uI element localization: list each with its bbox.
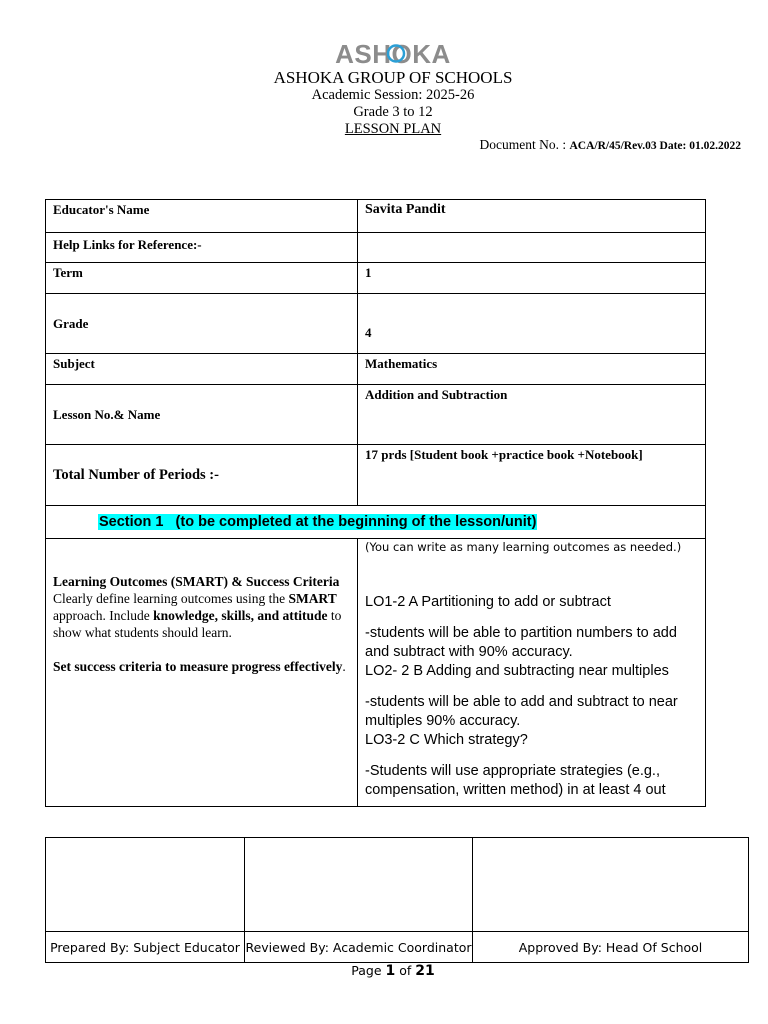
lo3-title: LO3-2 C Which strategy? <box>365 732 528 748</box>
lo1-description: -students will be able to partition numbers to add and subtract with 90% accuracy. <box>365 625 677 660</box>
learning-outcomes-description <box>46 539 357 675</box>
doc-no-label: Document No. : <box>479 137 570 152</box>
learning-outcomes-instructions <box>53 590 351 641</box>
row-value-help-links <box>358 233 705 235</box>
signature-box-reviewed <box>245 838 473 932</box>
row-label-educator: Educator's Name <box>53 202 150 217</box>
success-criteria-end: . <box>342 659 346 674</box>
document-number <box>479 137 741 153</box>
learning-outcomes-heading: Learning Outcomes (SMART) & Success Criteria <box>53 574 340 589</box>
row-label-total-periods: Total Number of Periods :- <box>53 466 219 483</box>
lo-desc-kss: knowledge, skills, and attitude <box>153 608 328 623</box>
success-criteria-bold: Set success criteria to measure progress effectively <box>53 659 343 674</box>
lo2-title: LO2- 2 B Adding and subtracting near multiples <box>365 663 669 679</box>
row-value-lesson-name: Addition and Subtraction <box>365 387 508 402</box>
lo-desc-text: to show what students should learn. <box>53 608 342 640</box>
table-row <box>46 233 706 263</box>
document-type: LESSON PLAN <box>344 121 442 137</box>
lo1-title: LO1-2 A Partitioning to add or subtract <box>365 594 611 610</box>
signature-box-prepared <box>46 838 245 932</box>
row-label-term: Term <box>53 265 83 280</box>
lo-desc-smart: SMART <box>288 591 337 606</box>
signature-space-row <box>46 838 749 932</box>
row-label-help-links: Help Links for Reference:- <box>53 237 202 252</box>
row-value-total-periods: 17 prds [Student book +practice book +Notebook] <box>365 447 643 462</box>
prepared-by-label: Prepared By: Subject Educator <box>46 932 245 963</box>
signature-box-approved <box>473 838 749 932</box>
page-current: 1 <box>385 963 396 979</box>
table-row <box>46 354 706 385</box>
lo-desc-text: Clearly define learning outcomes using the <box>53 591 289 606</box>
row-value-grade: 4 <box>365 325 372 340</box>
school-name: ASHOKA GROUP OF SCHOOLS <box>273 68 513 87</box>
page-total: 21 <box>415 963 435 979</box>
lo2-description: -students will be able to add and subtract to near multiples 90% accuracy. <box>365 694 678 729</box>
row-label-lesson-name: Lesson No.& Name <box>53 406 161 422</box>
reviewed-by-label: Reviewed By: Academic Coordinator <box>245 932 473 963</box>
approved-by-label: Approved By: Head Of School <box>473 932 749 963</box>
page-of: of <box>395 963 416 978</box>
signature-label-row <box>46 932 749 963</box>
lo3-description: -Students will use appropriate strategies (e.g., compensation, written method) in at least 4 out <box>365 763 666 798</box>
row-label-grade: Grade <box>53 315 89 331</box>
logo-wordmark: ASHOKA <box>335 39 451 69</box>
table-row <box>46 445 706 506</box>
section-1-title: Section 1 (to be completed at the beginning of the lesson/unit) <box>99 514 537 530</box>
grade-range: Grade 3 to 12 <box>353 104 433 120</box>
row-value-educator: Savita Pandit <box>365 202 446 217</box>
academic-session: Academic Session: 2025-26 <box>311 87 475 103</box>
table-row <box>46 539 706 807</box>
success-criteria-note <box>53 658 351 675</box>
row-label-subject: Subject <box>53 356 95 371</box>
table-row <box>46 294 706 354</box>
row-value-subject: Mathematics <box>365 356 438 371</box>
page-prefix: Page <box>351 963 386 978</box>
lo-desc-text: approach. Include <box>53 608 154 623</box>
table-row <box>46 200 706 233</box>
row-value-term: 1 <box>365 265 372 280</box>
table-row <box>46 506 706 539</box>
doc-no-value: ACA/R/45/Rev.03 Date: 01.02.2022 <box>569 140 741 152</box>
lesson-info-table <box>45 199 706 807</box>
table-row <box>46 263 706 294</box>
lo-note: (You can write as many learning outcomes as needed.) <box>365 540 682 554</box>
table-row <box>46 385 706 445</box>
ashoka-logo <box>333 38 453 70</box>
signature-table <box>45 837 749 963</box>
page-number <box>0 963 768 979</box>
learning-outcomes-list <box>358 539 705 800</box>
